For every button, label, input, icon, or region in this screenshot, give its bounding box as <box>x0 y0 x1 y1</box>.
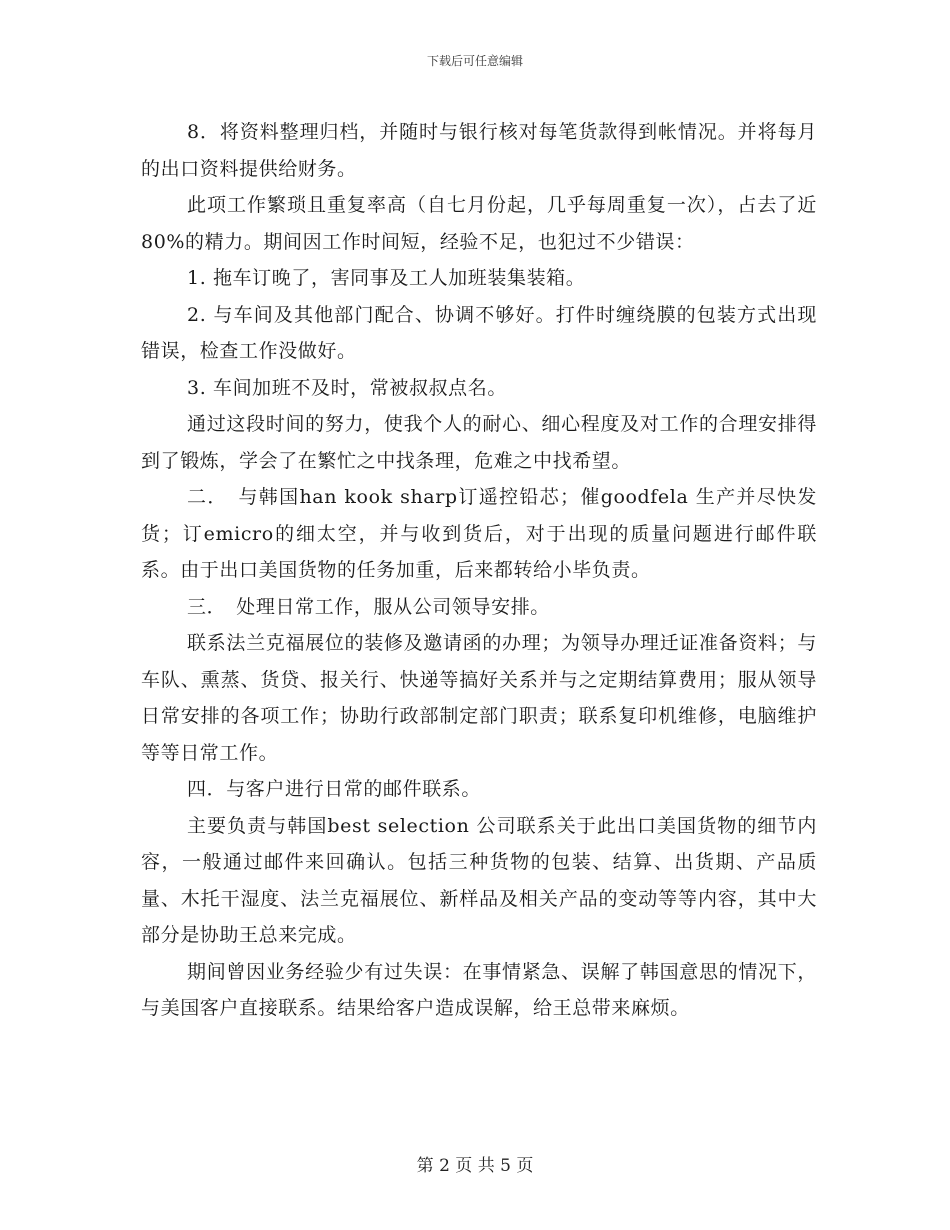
paragraph-section-3-body: 联系法兰克福展位的装修及邀请函的办理；为领导办理迁证准备资料；与车队、熏蒸、货贷、报关行、快递等搞好关系并与之定期结算费用；服从领导日常安排的各项工作；协助行政部制定部门职责；联系复印机维修，电脑维护等等日常工作。 <box>141 632 817 764</box>
paragraph-archive: 8．将资料整理归档，并随时与银行核对每笔货款得到帐情况。并将每月的出口资料提供给财务。 <box>141 121 817 180</box>
page-header: 下载后可任意编辑 <box>426 54 523 68</box>
paragraph-section-3-heading: 三． 处理日常工作，服从公司领导安排。 <box>187 595 550 618</box>
paragraph-section-4-heading: 四．与客户进行日常的邮件联系。 <box>187 778 482 800</box>
paragraph-mistake-1: 1. 拖车订晚了，害同事及工人加班装集装箱。 <box>187 267 586 289</box>
paragraph-section-2: 二． 与韩国han kook sharp订遥控铅芯；催goodfela 生产并尽快发货；订emicro的细太空，并与收到货后，对于出现的质量问题进行邮件联系。由于出口美国货物的任务加重，后来都转给小毕负责。 <box>141 486 817 581</box>
paragraph-section-4-body: 主要负责与韩国best selection 公司联系关于此出口美国货物的细节内容，一般通过邮件来回确认。包括三种货物的包装、结算、出货期、产品质量、木托干湿度、法兰克福展位、新样品及相关产品的变动等等内容，其中大部分是协助王总来完成。 <box>141 814 817 946</box>
page-footer: 第 2 页 共 5 页 <box>416 1156 534 1176</box>
paragraph-mistake-2: 2. 与车间及其他部门配合、协调不够好。打件时缠绕膜的包装方式出现错误，检查工作没做好。 <box>141 303 817 362</box>
paragraph-mistake-3: 3. 车间加班不及时，常被叔叔点名。 <box>187 376 507 399</box>
paragraph-reflection: 通过这段时间的努力，使我个人的耐心、细心程度及对工作的合理安排得到了锻炼，学会了在繁忙之中找条理，危难之中找希望。 <box>141 413 817 472</box>
paragraph-error-note: 期间曾因业务经验少有过失误：在事情紧急、误解了韩国意思的情况下，与美国客户直接联系。结果给客户造成误解，给王总带来麻烦。 <box>141 960 817 1019</box>
paragraph-workload: 此项工作繁琐且重复率高（自七月份起，几乎每周重复一次），占去了近80%的精力。期间因工作时间短，经验不足，也犯过不少错误： <box>141 194 817 253</box>
document-body <box>141 114 817 1027</box>
